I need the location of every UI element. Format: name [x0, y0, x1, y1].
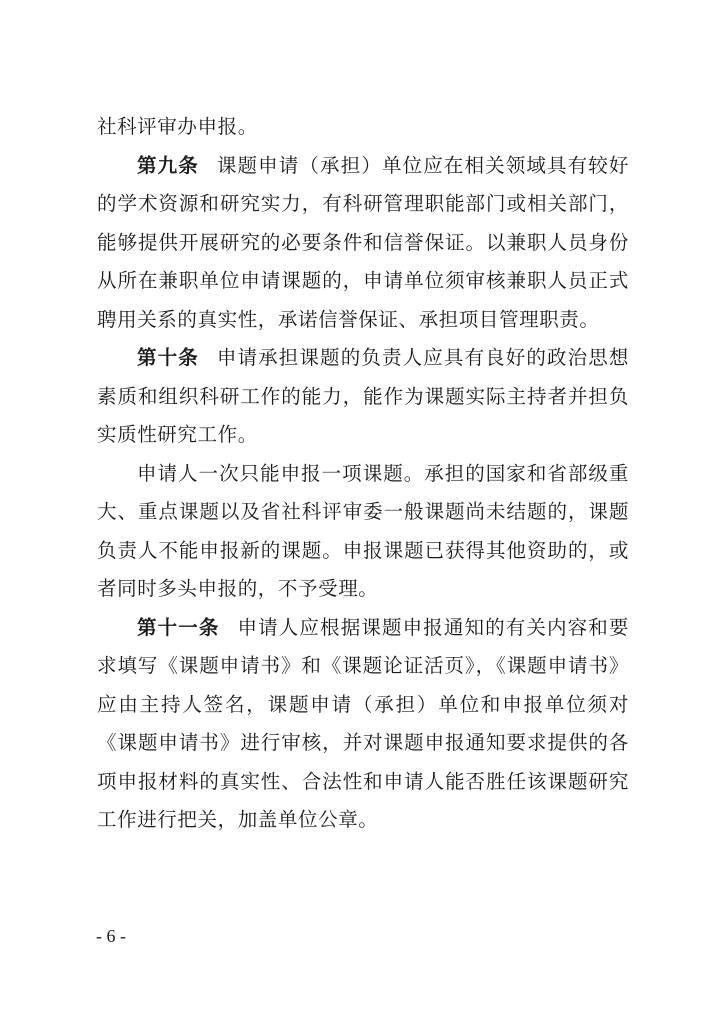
article-heading: 第九条	[137, 153, 199, 177]
article-9	[97, 147, 629, 340]
article-heading: 第十条	[137, 346, 199, 369]
article-heading: 第十一条	[137, 615, 220, 639]
page-number: - 6 -	[96, 926, 126, 946]
paragraph-text: 申请人应根据课题申报通知的有关内容和要求填写《课题申请书》和《课题论证活页》，《课题申请书》应由主持人签名，课题申请（承担）单位和申报单位须对《课题申请书》进行审核，并对课题申报通知要求提供的各项申报材料的真实性、合法性和申请人能否胜任该课题研究工作进行把关，加盖单位公章。	[97, 615, 629, 831]
article-10	[97, 339, 629, 455]
article-11	[97, 609, 629, 840]
paragraph-text: 社科评审办申报。	[97, 115, 258, 138]
paragraph-continuation	[97, 108, 629, 147]
paragraph-text: 课题申请（承担）单位应在相关领域具有较好的学术资源和研究实力，有科研管理职能部门或相关部门，能够提供开展研究的必要条件和信誉保证。以兼职人员身份从所在兼职单位申请课题的，申请单位须审核兼职人员正式聘用关系的真实性，承诺信誉保证、承担项目管理职责。	[97, 153, 629, 331]
paragraph-text: 申请承担课题的负责人应具有良好的政治思想素质和组织科研工作的能力，能作为课题实际主持者并担负实质性研究工作。	[97, 346, 629, 446]
article-10-clause	[97, 455, 629, 609]
body-text	[97, 108, 629, 840]
paragraph-text: 申请人一次只能申报一项课题。承担的国家和省部级重大、重点课题以及省社科评审委一般课题尚未结题的，课题负责人不能申报新的课题。申报课题已获得其他资助的，或者同时多头申报的，不予受理。	[97, 461, 629, 600]
